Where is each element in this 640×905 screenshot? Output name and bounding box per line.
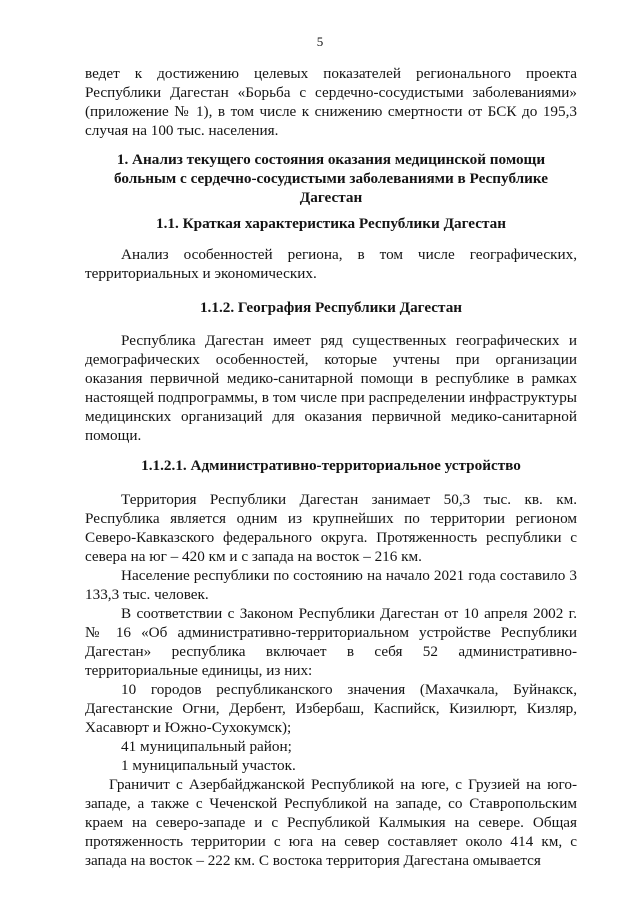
section-1-1-2-1-heading: 1.1.2.1. Административно-территориальное устройство xyxy=(141,457,521,474)
territory-paragraph: Территория Республики Дагестан занимает 50,3 тыс. кв. км. Республика является одним из крупнейших по территории регионом Северо-Кавказского федерального округа. Протяженность республики с севера на юг – 420 км и с запада на восток – 216 км. xyxy=(85,491,577,565)
section-1-1-2-heading-block xyxy=(85,298,577,317)
body-text-block xyxy=(85,490,577,870)
law-paragraph: В соответствии с Законом Республики Дагестан от 10 апреля 2002 г. № 16 «Об административно-территориальном устройстве Республики Дагестан» республика включает в себя 52 административно-территориальные единицы, из них: xyxy=(85,605,577,679)
section-1-1-heading: 1.1. Краткая характеристика Республики Дагестан xyxy=(156,215,506,232)
section-1-heading-block xyxy=(85,150,577,207)
population-paragraph: Население республики по состоянию на начало 2021 года составило 3 133,3 тыс. человек. xyxy=(85,567,577,603)
districts-paragraph: 41 муниципальный район; xyxy=(121,738,292,755)
borders-paragraph: Граничит с Азербайджанской Республикой на юге, с Грузией на юго-западе, а также с Чеченской Республикой на западе, со Ставропольским краем на северо-западе и с Республикой Калмыкия на севере. Общая протяженность территории с юга на север составляет около 414 км, с запада на восток – 222 км. С востока территория Дагестана омывается xyxy=(85,776,577,869)
page-number: 5 xyxy=(316,34,324,49)
section-1-1-2-heading: 1.1.2. География Республики Дагестан xyxy=(199,299,463,316)
section-1-1-2-1-heading-block xyxy=(85,456,577,475)
section-1-heading: 1. Анализ текущего состояния оказания медицинской помощи больным с сердечно-сосудистыми заболеваниями в Республике Дагестан xyxy=(113,151,549,206)
analysis-paragraph: Анализ особенностей региона, в том числе географических, территориальных и экономических. xyxy=(85,246,577,282)
municipal-plot-paragraph: 1 муниципальный участок. xyxy=(121,757,296,774)
intro-paragraph: ведет к достижению целевых показателей регионального проекта Республики Дагестан «Борьба с сердечно-сосудистыми заболеваниями» (приложение № 1), в том числе к снижению смертности от БСК до 195,3 случая на 100 тыс. населения. xyxy=(85,65,577,139)
analysis-block xyxy=(85,245,577,283)
cities-paragraph: 10 городов республиканского значения (Махачкала, Буйнакск, Дагестанские Огни, Дербент, Избербаш, Каспийск, Кизилюрт, Кизляр, Хасавюрт и Южно-Сухокумск); xyxy=(85,681,577,736)
geography-block xyxy=(85,331,577,445)
section-1-1-heading-block xyxy=(85,214,577,233)
geography-paragraph: Республика Дагестан имеет ряд существенных географических и демографических особенностей, которые учтены при организации оказания первичной медико-санитарной помощи в республике в рамках настоящей подпрограммы, в том числе при распределении инфраструктуры медицинских организаций для оказания первичной медико-санитарной помощи. xyxy=(85,332,577,444)
intro-paragraph-block xyxy=(85,64,577,140)
